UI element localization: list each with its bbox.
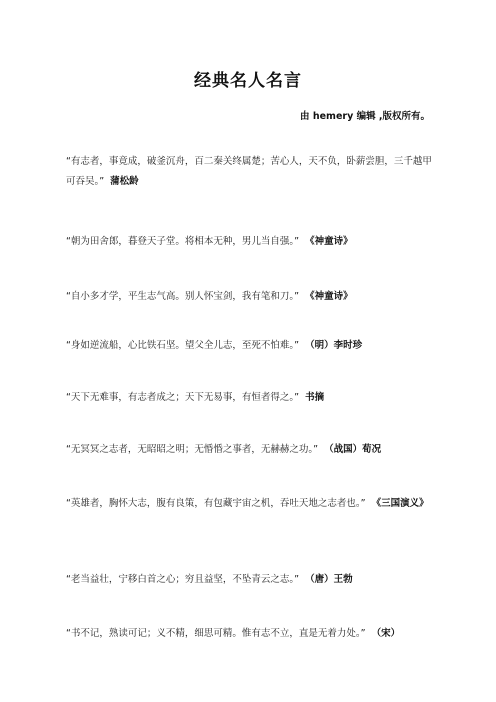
quote-paragraph <box>66 336 438 356</box>
quote-paragraph <box>66 570 438 590</box>
quote-paragraph <box>66 624 438 644</box>
quote-source: 《神童诗》 <box>305 291 353 302</box>
quote-paragraph <box>66 388 438 408</box>
quote-text: “朝为田舍郎，暮登天子堂。将相本无种，男儿当自强。” <box>66 236 300 247</box>
quote-source: （宋） <box>371 628 401 639</box>
quote-source: 蒲松龄 <box>110 176 139 187</box>
quote-source: （唐）王勃 <box>305 574 353 585</box>
quote-paragraph <box>66 232 438 252</box>
byline: 由 hemery 编辑 ,版权所有。 <box>300 111 430 122</box>
quote-text: “书不记，熟读可记；义不精，细思可精。惟有志不立，直是无着力处。” <box>66 628 366 639</box>
quote-text: “天下无难事，有志者成之；天下无易事，有恒者得之。” <box>66 392 300 403</box>
quote-text: “英雄者，胸怀大志，腹有良策，有包藏宇宙之机，吞吐天地之志者也。” <box>66 498 366 509</box>
quote-source: 《神童诗》 <box>305 236 353 247</box>
quote-paragraph <box>66 287 438 307</box>
quote-paragraph <box>66 494 438 514</box>
page-title: 经典名人名言 <box>194 71 302 91</box>
quote-source: 书摘 <box>305 392 325 403</box>
quote-text: “自小多才学，平生志气高。别人怀宝剑，我有笔和刀。” <box>66 291 300 302</box>
quote-text: “无冥冥之志者，无昭昭之明；无惛惛之事者，无赫赫之功。” <box>66 444 319 455</box>
quote-text: “身如逆流船，心比铁石坚。望父全儿志，至死不怕难。” <box>66 340 300 351</box>
quote-paragraph <box>66 440 438 460</box>
quote-source: （明）李时珍 <box>305 340 363 351</box>
quote-text: “有志者，事竟成，破釜沉舟，百二秦关终属楚；苦心人，天不负，卧薪尝胆，三千越甲可吞吴。” <box>66 156 432 187</box>
quote-source: （战国）荀况 <box>324 444 382 455</box>
quote-text: “老当益壮，宁移白首之心；穷且益坚，不坠青云之志。” <box>66 574 300 585</box>
quote-source: 《三国演义》 <box>371 498 429 509</box>
quote-paragraph <box>66 152 438 192</box>
